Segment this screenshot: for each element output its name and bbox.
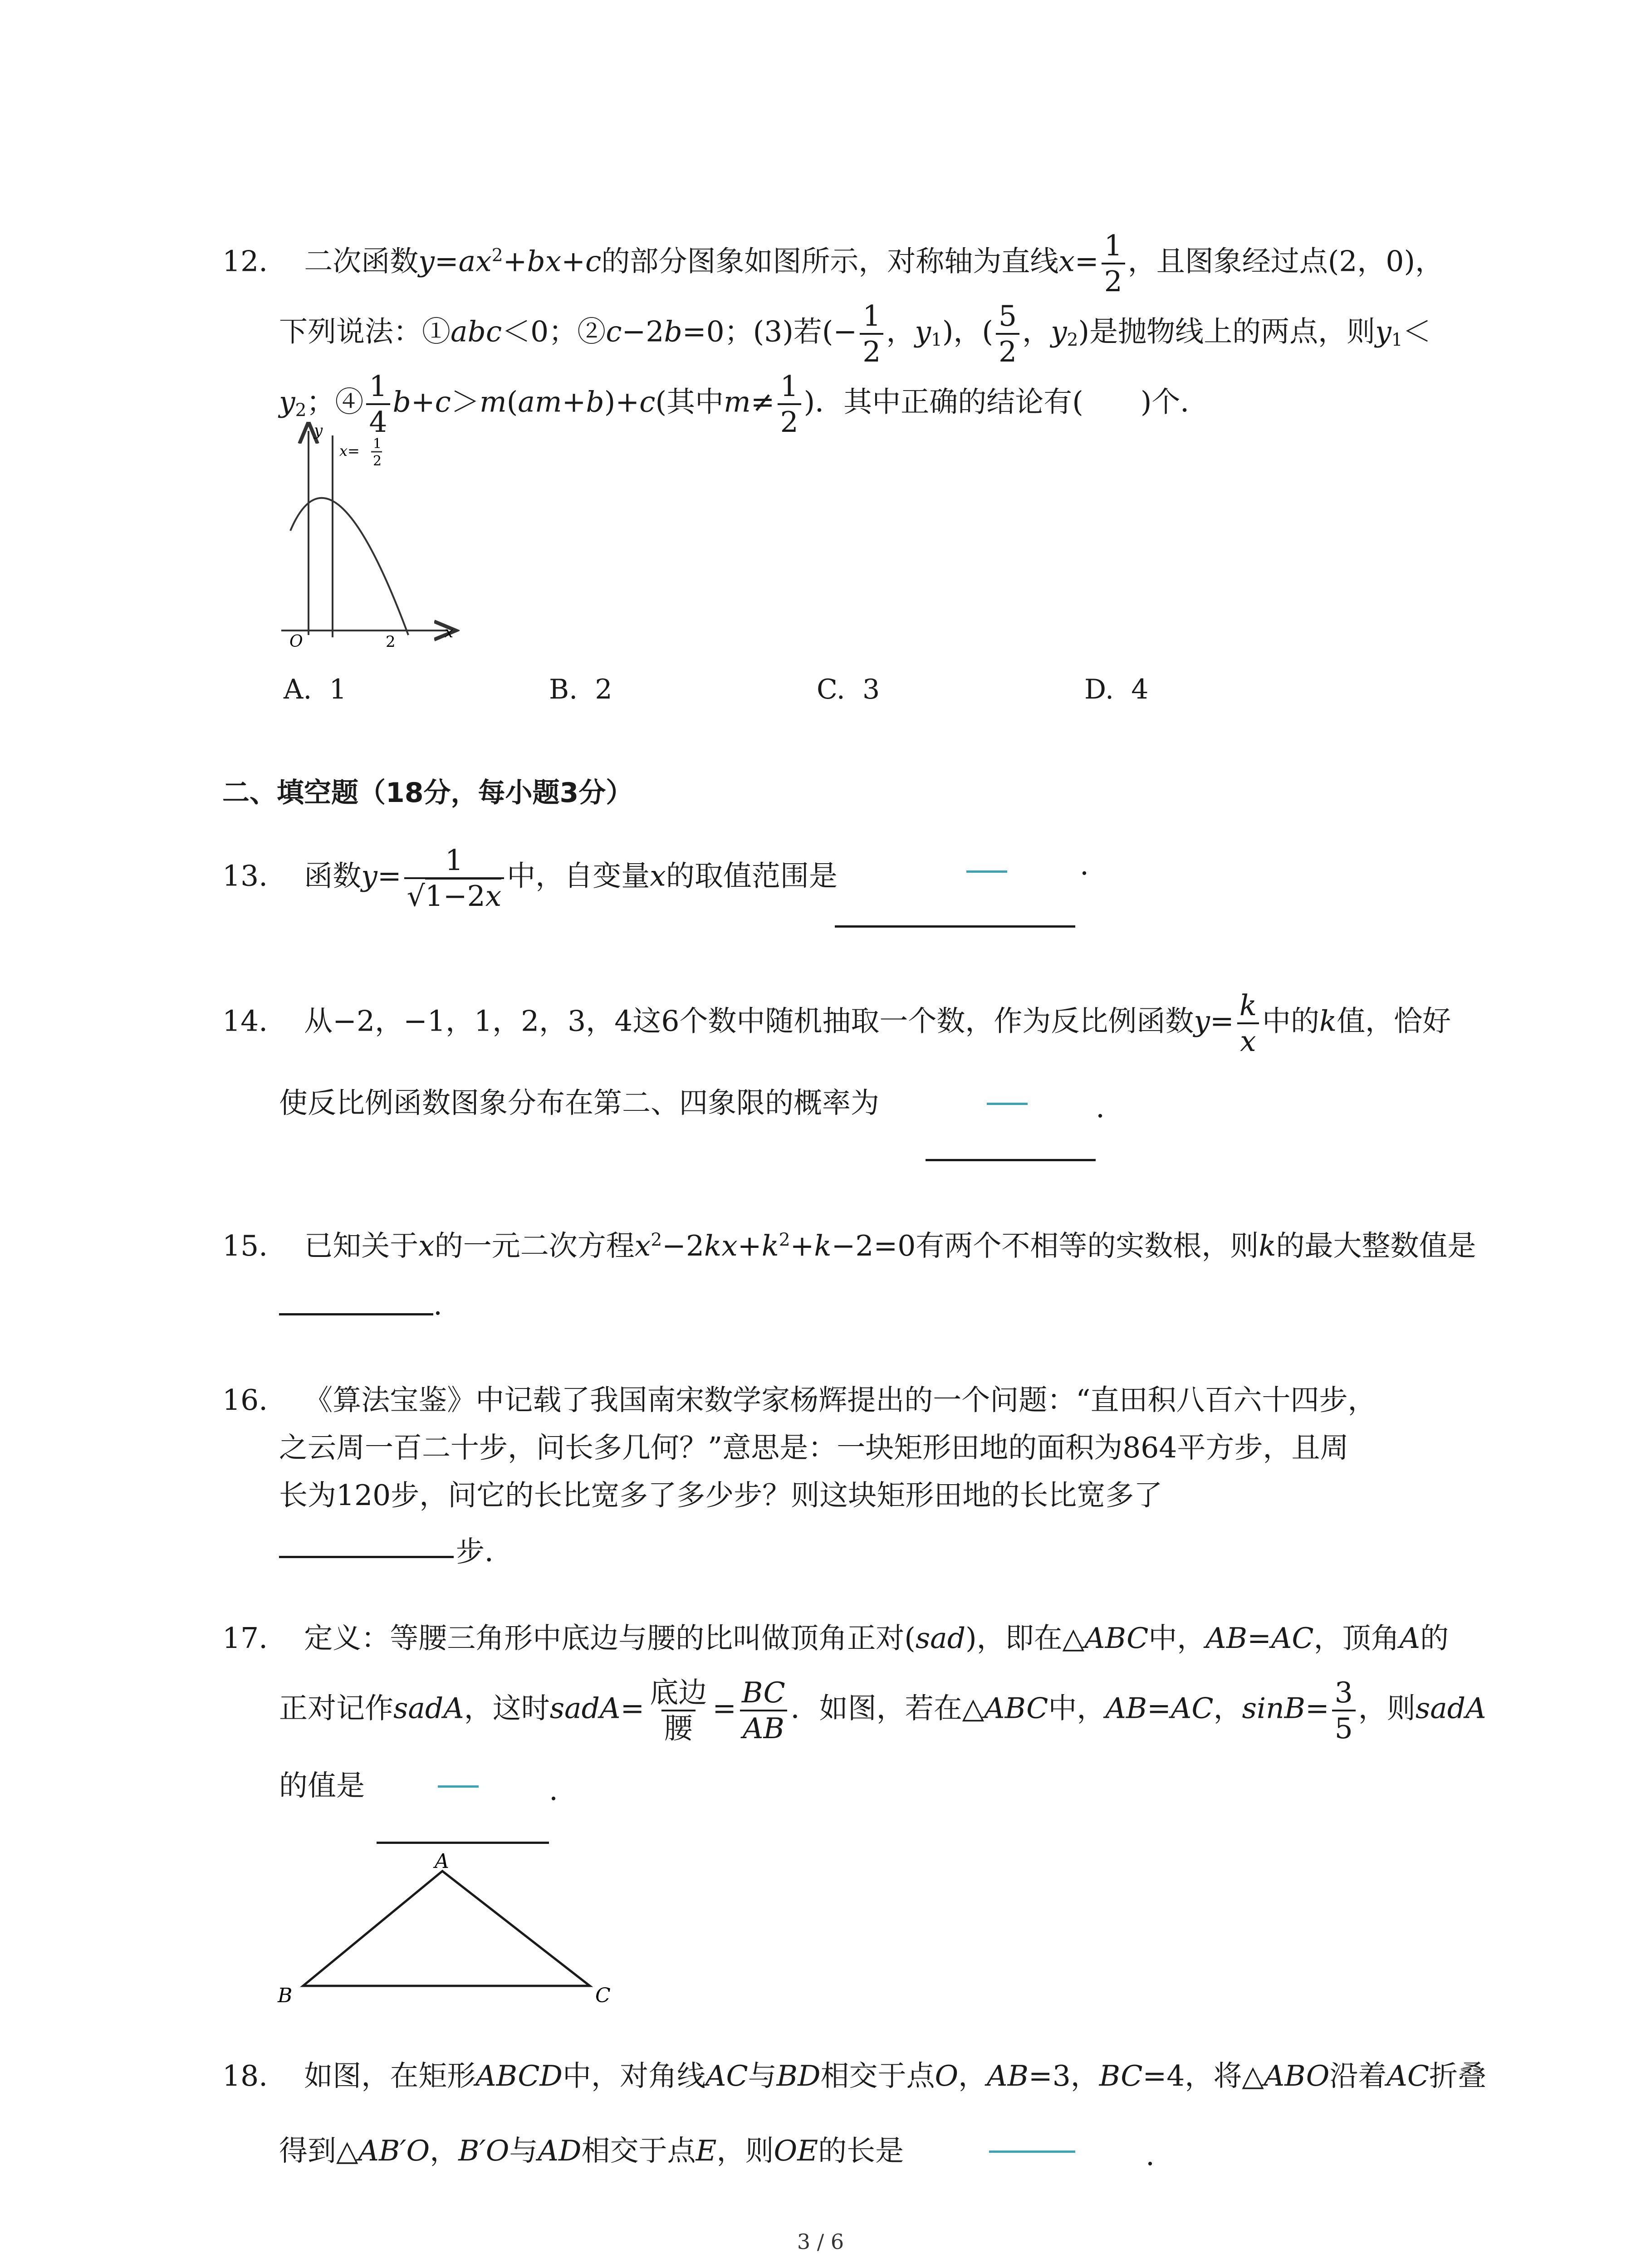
fraction-sqrt: $\frac{1}{√1-2x}$ xyxy=(404,846,505,910)
q16-line-3: 长为120步，问它的长比宽多了多少步？则这块矩形田地的长比宽多了 xyxy=(279,1479,1163,1512)
q17-answer-mark xyxy=(438,1785,479,1788)
q12-line-1: 12. 二次函数$y=ax^2+bx+c$的部分图象如图所示，对称轴为直线x= $\frac{1}{2}$ ，且图象经过点(2，0)， xyxy=(222,229,1444,298)
q16-line-1: 16. 《算法宝鉴》中记载了我国南宋数学家杨辉提出的一个问题：“直田积八百六十四步， xyxy=(222,1383,1376,1417)
q16-answer-blank[interactable] xyxy=(279,1556,454,1558)
q13-answer-blank[interactable] xyxy=(835,925,1075,928)
q14-answer-mark xyxy=(987,1102,1028,1105)
graph-sym-num: 1 xyxy=(373,436,382,452)
q12-line-2: 下列说法：①abc＜0；②c−2b=0；(3)若(− $\frac{1}{2}$ ，$y_1$)，( $\frac{5}{2}$ ，$y_2$)是抛物线上的两点，则$y_1<$ xyxy=(279,299,1431,368)
option-c[interactable]: C. 3 xyxy=(817,674,880,705)
triangle-figure xyxy=(268,1842,640,2005)
q17-end: . xyxy=(549,1774,558,1807)
q14-line-1: 14. 从−2，−1，1，2，3，4这6个数中随机抽取一个数，作为反比例函数y= $\frac{k}{x}$ 中的k值，恰好 xyxy=(222,989,1451,1058)
q13-end: . xyxy=(1080,848,1089,881)
q15-line-1: 15. 已知关于x的一元二次方程$x^2-2kx+k^2+k-2=0$有两个不相等的实数根，则k的最大整数值是 xyxy=(222,1229,1476,1262)
q14-answer-blank[interactable] xyxy=(926,1159,1096,1161)
q12-line-3: $y_2$；④ $\frac{1}{4}$ b+c＞m(am+b)+c(其中m≠ $\frac{1}{2}$ )．其中正确的结论有( )个． xyxy=(279,370,1209,439)
section-title: 二、填空题（18分，每小题3分） xyxy=(222,777,633,809)
question-number: 12. xyxy=(222,244,268,278)
q18-end: . xyxy=(1146,2139,1155,2172)
q18-answer-mark xyxy=(989,2150,1075,2153)
parabola-graph xyxy=(272,422,463,649)
q17-line-2: 正对记作sadA，这时sadA= $\frac{\text{底边}}{\text{腰}}$ = $\frac{BC}{AB}$ ．如图，若在△ABC中，AB=AC，sinB= $\frac{3}{5}$ ，则sadA xyxy=(279,1676,1486,1745)
page-number: 3 / 6 xyxy=(797,2229,844,2254)
graph-origin: O xyxy=(289,632,303,649)
q13-answer-mark xyxy=(966,870,1007,873)
vertex-c: C xyxy=(595,1984,611,2005)
graph-sym-label: x= xyxy=(339,442,360,459)
q13-line: 13. 函数y= $\frac{1}{√1-2x}$ 中，自变量x的取值范围是 xyxy=(222,844,838,913)
q17-line-3: 的值是 xyxy=(279,1769,365,1802)
q18-line-2: 得到△AB′O，B′O与AD相交于点E，则OE的长是 xyxy=(279,2134,904,2167)
q14-line-2: 使反比例函数图象分布在第二、四象限的概率为 xyxy=(279,1086,879,1119)
q18-line-1: 18. 如图，在矩形ABCD中，对角线AC与BD相交于点O，AB=3，BC=4，将△ABO沿着AC折叠 xyxy=(222,2059,1487,2092)
q16-end: 步． xyxy=(456,1535,513,1568)
q15-end: . xyxy=(433,1288,443,1321)
q17-line-1: 17. 定义：等腰三角形中底边与腰的比叫做顶角正对(sad)，即在△ABC中，AB=AC，顶角A的 xyxy=(222,1622,1449,1655)
vertex-a: A xyxy=(435,1850,449,1873)
q14-end: . xyxy=(1096,1091,1105,1124)
graph-y-label: y xyxy=(314,422,323,440)
option-b[interactable]: B. 2 xyxy=(549,674,612,705)
fraction-half: $\frac{1}{2}$ xyxy=(1102,231,1125,296)
graph-x-label: x xyxy=(445,623,454,641)
q15-answer-blank[interactable] xyxy=(279,1313,433,1315)
q16-line-2: 之云周一百二十步，问长多几何？”意思是：一块矩形田地的面积为864平方步，且周 xyxy=(279,1431,1349,1464)
option-a[interactable]: A. 1 xyxy=(284,674,347,705)
graph-sym-den: 2 xyxy=(373,453,382,469)
graph-tick-2: 2 xyxy=(386,633,396,649)
vertex-b: B xyxy=(278,1984,293,2005)
option-d[interactable]: D. 4 xyxy=(1084,674,1149,705)
